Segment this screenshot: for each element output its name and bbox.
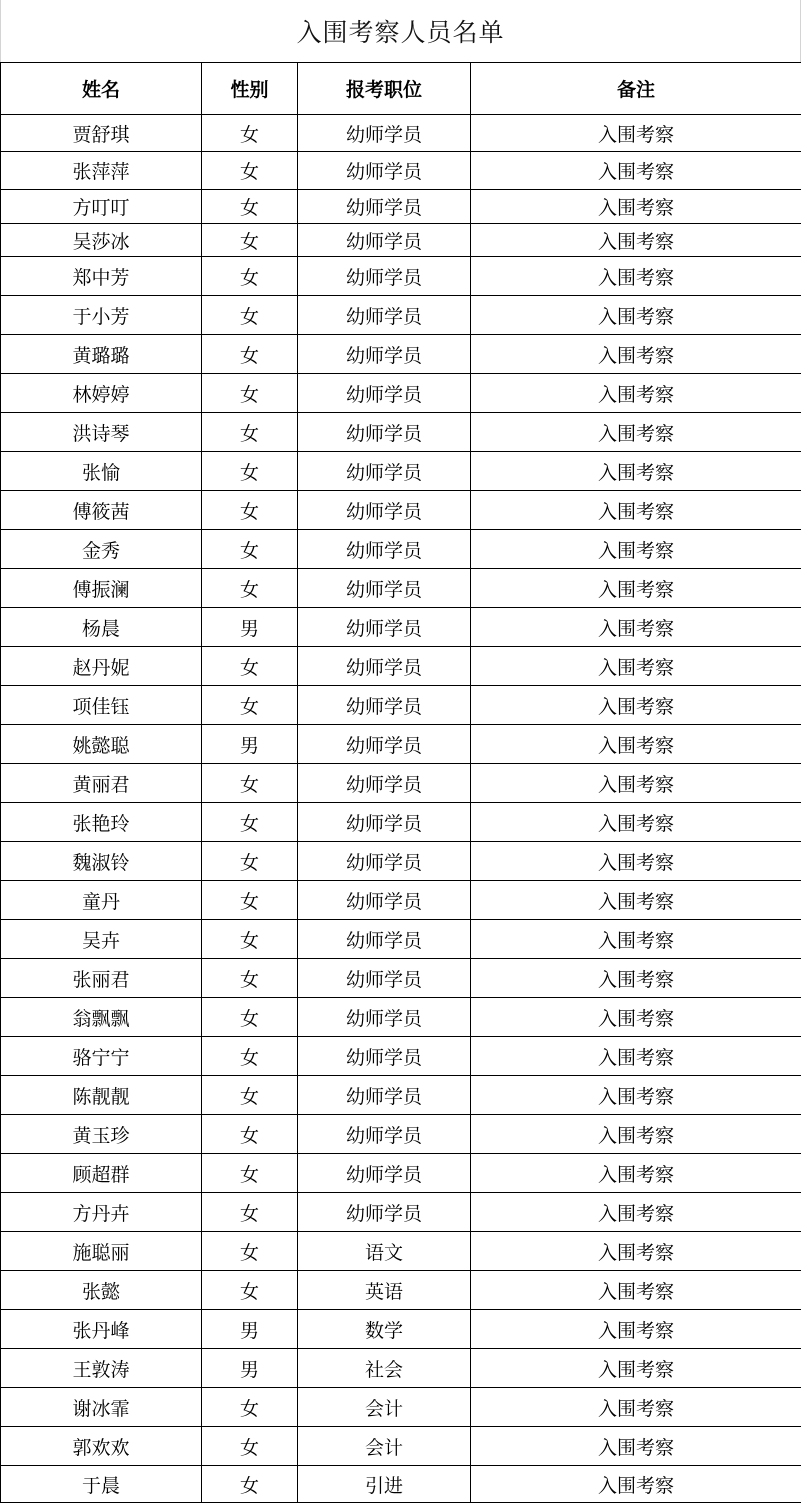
cell-gender: 女 (202, 1388, 298, 1427)
cell-remark: 入围考察 (471, 803, 801, 842)
cell-gender: 女 (202, 530, 298, 569)
cell-gender: 女 (202, 413, 298, 452)
cell-position: 幼师学员 (298, 569, 471, 608)
cell-name: 张懿 (1, 1271, 202, 1310)
cell-name: 杨晨 (1, 608, 202, 647)
table-row (1, 413, 801, 452)
table-row (1, 190, 801, 224)
table-row (1, 296, 801, 335)
cell-remark: 入围考察 (471, 647, 801, 686)
cell-remark: 入围考察 (471, 1154, 801, 1193)
cell-position: 引进 (298, 1466, 471, 1503)
cell-remark: 入围考察 (471, 1076, 801, 1115)
cell-position: 幼师学员 (298, 452, 471, 491)
cell-position: 会计 (298, 1427, 471, 1466)
roster-body (1, 115, 801, 1503)
cell-name: 陈靓靓 (1, 1076, 202, 1115)
table-row (1, 1076, 801, 1115)
cell-position: 幼师学员 (298, 413, 471, 452)
table-row (1, 647, 801, 686)
cell-name: 童丹 (1, 881, 202, 920)
cell-position: 幼师学员 (298, 764, 471, 803)
table-row (1, 803, 801, 842)
table-row (1, 998, 801, 1037)
cell-remark: 入围考察 (471, 998, 801, 1037)
cell-name: 黄玉珍 (1, 1115, 202, 1154)
cell-position: 数学 (298, 1310, 471, 1349)
cell-name: 郭欢欢 (1, 1427, 202, 1466)
cell-remark: 入围考察 (471, 374, 801, 413)
cell-remark: 入围考察 (471, 1310, 801, 1349)
cell-name: 黄丽君 (1, 764, 202, 803)
cell-gender: 女 (202, 1115, 298, 1154)
cell-name: 黄璐璐 (1, 335, 202, 374)
cell-name: 项佳钰 (1, 686, 202, 725)
cell-remark: 入围考察 (471, 920, 801, 959)
cell-remark: 入围考察 (471, 190, 801, 224)
cell-name: 吴卉 (1, 920, 202, 959)
cell-name: 张丹峰 (1, 1310, 202, 1349)
cell-gender: 男 (202, 1349, 298, 1388)
table-row (1, 374, 801, 413)
cell-gender: 女 (202, 296, 298, 335)
cell-position: 幼师学员 (298, 296, 471, 335)
cell-gender: 女 (202, 190, 298, 224)
cell-name: 郑中芳 (1, 257, 202, 296)
cell-name: 洪诗琴 (1, 413, 202, 452)
cell-name: 方丹卉 (1, 1193, 202, 1232)
header-position: 报考职位 (298, 63, 471, 115)
cell-remark: 入围考察 (471, 608, 801, 647)
page-title: 入围考察人员名单 (0, 0, 801, 62)
cell-position: 幼师学员 (298, 335, 471, 374)
cell-position: 幼师学员 (298, 842, 471, 881)
table-row (1, 1271, 801, 1310)
cell-name: 顾超群 (1, 1154, 202, 1193)
cell-name: 傅筱茜 (1, 491, 202, 530)
cell-name: 金秀 (1, 530, 202, 569)
cell-position: 幼师学员 (298, 491, 471, 530)
cell-gender: 女 (202, 647, 298, 686)
cell-gender: 女 (202, 569, 298, 608)
cell-remark: 入围考察 (471, 530, 801, 569)
cell-name: 姚懿聪 (1, 725, 202, 764)
cell-remark: 入围考察 (471, 842, 801, 881)
cell-gender: 女 (202, 224, 298, 257)
cell-name: 张愉 (1, 452, 202, 491)
cell-position: 幼师学员 (298, 374, 471, 413)
cell-gender: 女 (202, 842, 298, 881)
cell-gender: 女 (202, 335, 298, 374)
table-row (1, 491, 801, 530)
cell-name: 骆宁宁 (1, 1037, 202, 1076)
cell-position: 幼师学员 (298, 998, 471, 1037)
cell-gender: 女 (202, 257, 298, 296)
cell-remark: 入围考察 (471, 1193, 801, 1232)
table-row (1, 1193, 801, 1232)
cell-remark: 入围考察 (471, 1466, 801, 1503)
cell-name: 魏淑铃 (1, 842, 202, 881)
cell-remark: 入围考察 (471, 296, 801, 335)
cell-remark: 入围考察 (471, 1232, 801, 1271)
header-gender: 性别 (202, 63, 298, 115)
cell-position: 幼师学员 (298, 115, 471, 152)
table-row (1, 686, 801, 725)
cell-gender: 女 (202, 1154, 298, 1193)
cell-remark: 入围考察 (471, 1349, 801, 1388)
cell-name: 方叮叮 (1, 190, 202, 224)
cell-gender: 女 (202, 1466, 298, 1503)
roster-table (0, 62, 801, 1503)
cell-position: 语文 (298, 1232, 471, 1271)
cell-position: 幼师学员 (298, 725, 471, 764)
cell-name: 张萍萍 (1, 152, 202, 190)
table-row (1, 1232, 801, 1271)
table-row (1, 152, 801, 190)
cell-gender: 女 (202, 115, 298, 152)
cell-position: 会计 (298, 1388, 471, 1427)
cell-gender: 女 (202, 803, 298, 842)
cell-position: 英语 (298, 1271, 471, 1310)
cell-remark: 入围考察 (471, 686, 801, 725)
cell-remark: 入围考察 (471, 257, 801, 296)
cell-remark: 入围考察 (471, 1037, 801, 1076)
table-row (1, 530, 801, 569)
table-row (1, 1349, 801, 1388)
table-row (1, 959, 801, 998)
cell-remark: 入围考察 (471, 1427, 801, 1466)
cell-gender: 女 (202, 764, 298, 803)
table-row (1, 920, 801, 959)
cell-gender: 女 (202, 1271, 298, 1310)
cell-gender: 女 (202, 374, 298, 413)
cell-position: 幼师学员 (298, 152, 471, 190)
cell-position: 幼师学员 (298, 803, 471, 842)
cell-position: 幼师学员 (298, 1115, 471, 1154)
cell-remark: 入围考察 (471, 569, 801, 608)
cell-position: 幼师学员 (298, 920, 471, 959)
cell-position: 幼师学员 (298, 1076, 471, 1115)
cell-position: 幼师学员 (298, 1037, 471, 1076)
cell-gender: 女 (202, 920, 298, 959)
cell-name: 贾舒琪 (1, 115, 202, 152)
cell-gender: 男 (202, 1310, 298, 1349)
table-row (1, 1037, 801, 1076)
table-row (1, 1154, 801, 1193)
table-row (1, 764, 801, 803)
table-row (1, 842, 801, 881)
cell-position: 幼师学员 (298, 1193, 471, 1232)
cell-name: 傅振澜 (1, 569, 202, 608)
cell-gender: 女 (202, 491, 298, 530)
cell-remark: 入围考察 (471, 452, 801, 491)
cell-remark: 入围考察 (471, 335, 801, 374)
cell-position: 幼师学员 (298, 224, 471, 257)
cell-remark: 入围考察 (471, 1115, 801, 1154)
cell-remark: 入围考察 (471, 1388, 801, 1427)
cell-name: 于小芳 (1, 296, 202, 335)
cell-position: 幼师学员 (298, 257, 471, 296)
table-row (1, 257, 801, 296)
table-row (1, 335, 801, 374)
cell-name: 张艳玲 (1, 803, 202, 842)
cell-gender: 女 (202, 1232, 298, 1271)
cell-position: 幼师学员 (298, 647, 471, 686)
cell-name: 翁飘飘 (1, 998, 202, 1037)
cell-position: 幼师学员 (298, 686, 471, 725)
table-row (1, 1427, 801, 1466)
cell-gender: 女 (202, 1427, 298, 1466)
table-row (1, 452, 801, 491)
cell-gender: 女 (202, 998, 298, 1037)
cell-name: 张丽君 (1, 959, 202, 998)
cell-gender: 男 (202, 725, 298, 764)
cell-gender: 女 (202, 686, 298, 725)
cell-remark: 入围考察 (471, 959, 801, 998)
cell-gender: 男 (202, 608, 298, 647)
cell-gender: 女 (202, 1037, 298, 1076)
cell-name: 施聪丽 (1, 1232, 202, 1271)
cell-remark: 入围考察 (471, 725, 801, 764)
table-row (1, 224, 801, 257)
header-row (1, 63, 801, 115)
cell-remark: 入围考察 (471, 224, 801, 257)
cell-position: 幼师学员 (298, 1154, 471, 1193)
table-row (1, 569, 801, 608)
table-row (1, 608, 801, 647)
cell-gender: 女 (202, 152, 298, 190)
cell-remark: 入围考察 (471, 881, 801, 920)
table-row (1, 1115, 801, 1154)
cell-position: 幼师学员 (298, 608, 471, 647)
cell-gender: 女 (202, 959, 298, 998)
cell-remark: 入围考察 (471, 1271, 801, 1310)
cell-gender: 女 (202, 1193, 298, 1232)
cell-name: 于晨 (1, 1466, 202, 1503)
table-row (1, 115, 801, 152)
cell-position: 幼师学员 (298, 959, 471, 998)
table-row (1, 1388, 801, 1427)
table-row (1, 881, 801, 920)
cell-remark: 入围考察 (471, 152, 801, 190)
header-name: 姓名 (1, 63, 202, 115)
cell-remark: 入围考察 (471, 115, 801, 152)
cell-name: 谢冰霏 (1, 1388, 202, 1427)
table-row (1, 725, 801, 764)
cell-remark: 入围考察 (471, 764, 801, 803)
cell-position: 幼师学员 (298, 530, 471, 569)
cell-position: 幼师学员 (298, 190, 471, 224)
table-row (1, 1310, 801, 1349)
cell-gender: 女 (202, 452, 298, 491)
cell-name: 王敦涛 (1, 1349, 202, 1388)
header-remark: 备注 (471, 63, 801, 115)
cell-name: 吴莎冰 (1, 224, 202, 257)
cell-name: 赵丹妮 (1, 647, 202, 686)
cell-position: 幼师学员 (298, 881, 471, 920)
cell-gender: 女 (202, 881, 298, 920)
cell-position: 社会 (298, 1349, 471, 1388)
cell-remark: 入围考察 (471, 491, 801, 530)
cell-name: 林婷婷 (1, 374, 202, 413)
cell-remark: 入围考察 (471, 413, 801, 452)
cell-gender: 女 (202, 1076, 298, 1115)
table-row (1, 1466, 801, 1503)
